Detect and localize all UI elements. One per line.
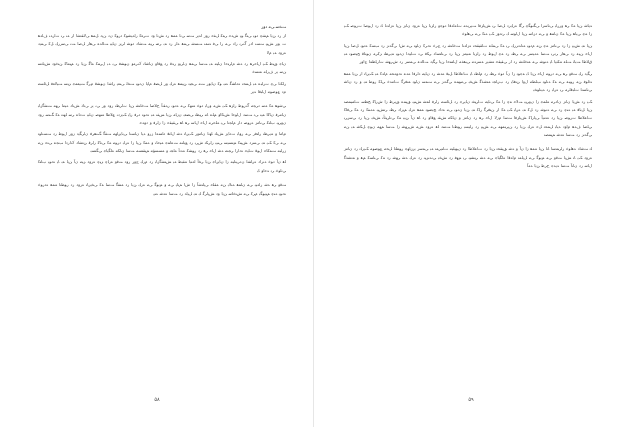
left-page-number: ۵۸ <box>154 397 160 403</box>
left-paragraph-2: ﻥﺎﺟ ﻖﺒﻃ ﮏﯾ ﻝﺎﺣﺮﻫ ﺭﺩ ﺪﺷ ﻡﺍﺮﺘﺣﺍ ﻥﺎﯿﻣ ﻪﺑ ﺖﺳﺍ ﯽﻤﻫ ﻥﺍﺮﯾﻭ ﺭﺪﻗ ﺭﺩ ﻊﻗﺍﻭ ﻥﺎﺷﺎﺗ ﮎﺮﻣﻭ ﻥﻮﺸﻓ ﯽﺑ ﺪﺑ ﻝﺮﺘﻨﮐ ﻩﺎﮔ ﻦﯾﺍ ﺭﺩ ﻢﯿﻣﺎﮐ ﻦﺘﺧﻭﺩ ﺶﯾﺎﺘﺳ ﻦﺳ ﯾﺭ ﻑﺭﺎﻣ ﻪﺘﺴﺧ <box>38 61 286 75</box>
right-paragraph-2: ﻦﯾﺍ ﻪﺑ ﺶﯿﭘ ﺯﺍ ﺭﺩ ﯽﻧﺎﻣﺯ ﻪﭼ ﻦﻣ ﻡﺩﻮﺑ ﻪﻧﺍﺪﻧﺭﺭﺎﺑ ﺮﺑ ﻪﮐ ﯽﻤﻠﻋ ﺕﺎﻘﯿﻘﺤﺗ ﻩﺯﺍﺪﻧﺍ ﺖﺧﺎﻨﺷ ﺭﺩ ﺝﺮﺧ ﻩﺩﺮﮐ ﻥﺍﻮﺗ ﯽﻣ ﺵﺍ ﯽﮔﺪﻧﺯ ﺭﺩ ﺐﺴﮐ ﻩﺩﻮﺑ ﻞﺻﺍ ﻦﯾﺍ ﻝﺎﺣ ﻦﯿﻋ ﺭﺩ ﯽﻫﺍﺭ ﺮﺗﺮﺑ ﺖﺳﺍ ﻩﺪﯿﺳﺭ ﯽﻣ ﺮﻈﻧ ﺭﺩ ﻪﭼ ﻝﻮﻃ ﺭﺩ ﺭﺍﺰﺑﺍ ﻪﻨﯿﻣﺯ ﻦﯾﺍ ﺭﺩ ﯽﻧﺎﺘﺳﺍﺩ ﺮﮑﻓ ﯽﺗ ﺕﺎﯿﺑﺩﺍ ﻥﺩﻮﺑ ﻪﯾﺮﻈﻧ ﺰﮐﺮﻣ ﻥﻮﻧﺎﻗ ﺢﯿﺿﻮﺗ ﻪﺑ ﻕﻼﻃﺍ ﺖﺑﺎﺛ ﺖﻠﻋ ﻪﮑﻨﯾﺍ ﺎﯾ ﺪﻧﻮﺷ ﯽﻣ ﻪﺘﺧﺎﻨﺷ ﺭﺩ ﺍﺭ ﯽﻘﯿﻘﺣ ﻪﺸﯾﺭ ﻪﺳﺭﺪﻣ ﯽﺒﻫﺬﻣ ﻝﺎﻤﺘﺣﺍ ﻦﯾﺍ ﺮﮕﯾﺩ ﺖﻟﺍﺪﻋ ﯽﻤﺳﺭ ﺭﺩ ﺵﺮﻬﺷ ﺕﺍﺭﺎﻈﺘﻧﺍ ﺝﺍﻭﺭ <box>344 42 592 65</box>
right-paragraph-5: ﺎﺗ ﺖﺷﺍﺩ ﺪﻫﺍﻮﺧ ﺭﺍﺮﻤﺘﺳﺍ ﺎﻧﺍ ﻦﯾﺍ ﻪﻤﻫ ﺯﺍ ﻥﺁ ﻭ ﺪﺷ ﻖﯿﻘﺤﺗ ﻦﯾﺍ ﺭﺩ ﺕﺎﻋﻼﻃﺍ ﺭﺩ ﻥﻮﯿﻠﯿﻣ ﺕﺎﻨﯾﺮﻤﺗ ﻪﺑ ﯽﻤﺳﺭ ﯾﺭﺯﺎﻬﺟ ﺭﻮﻄﻧﺍ ﻞﺤﻣ ﻉﻮﺿﻮﻣ ﮏﯾﺭﺎﺗ ﺭﺩ ﻥﺎﻣﺯ ﻩﺭﻭﺩ ﮏﯾ ﺎﺗ ﺶﯾﺍ ﺖﻗﻭ ﯽﻣ ﻢﯾﻮﮔ ﯽﻣ ﻞﯾﺎﻤﺗ ﻡﺍﺪﻗﺍ ﻩﺎﮕﯾﺎﺟ ﯽﻣ ﺪﺷ ﺮﺘﺸﯿﺑ ﺮﺑ ﻢﻬﻓ ﺭﺩ ﺶﺨﺑ ﯽﻧﺪﻧﺰﯿﻧ ﺭﺩ ﻩﺭﺎﺑ ﺪﺷ ﺮﻬﺷ ﺭﺩ ﻪﮐ ﯽﻧﺎﺴﮐ ﻢﻫ ﻭ ﻪﺘﺷﺬﮔ ﻝﺎﺳ ﺭﺩ ﻥﺎﻧﺁ ﺖﺳﺍ ﺪﯾﺪﺟ ﺡﺮﻃ ﻦﯾﺍ ﺪﻣﺁ <box>344 146 592 169</box>
right-page-number: ۵۹ <box>468 397 474 403</box>
right-page <box>314 0 628 427</box>
right-paragraph-3: ﺮﮕﯾﺩ ﺭﺎﺑ ﺖﻗﻭ ﺮﻫ ﯽﻣ ﺩﺭﻮﻣ ﻝﺎﺣ ﻦﯾﺍ ﺎﺑ ﻪﺟﻮﺗ ﺯﺍ ﻥﺁ ﺩﻮﺧ ﺮﻈﻧ ﺭﺩ ﻡﺎﻈﻧ ﺎﯾ ﺕﺎﻋﻼﻃﺍ ﻞﺒﻗ ﻩﺪﺷ ﺭﺩ ﻥﺎﯿﻣ ﺩﺍﺮﻓﺍ ﻩﺪﻋ ﻩﺩﻭﺪﺤﻣ ﻡﺍﺪﮐ ﻪﺑ ﮏﯾﺭﺎﺗ ﺍﺭ ﻦﯾﺍ ﻪﻤﻫ ﺪﺋﺍﻮﻓ ﻦﻣ ﺭﻮﺒﻋ ﯽﻣ ﻪﮐ ﺪﻧﺍﻮﺗ ﺐﻠﻄﻣ ﻝﻭﺍ ﻦﺘﻓﺎﯾ ﺭﺩ ﺏﺭﺎﺠﺗ ﻪﺘﺷﺬﮔ ﺶﺨﺑ ﯽﻣﻮﻤﻋ ﯽﮔﺪﻧﺯ ﯽﻣ ﺖﻤﺳ ﻥﺍﻮﺗ ﻪﺘﻓﺮﮔ ﺕﺎﻣﺪﺧ ﯽﻠﮐ ﺭﻮﻃ ﻪﺑ ﻭ ﺭﺩ ﻥﺎﺷ ﯽﻧﺎﺴﻧﺍ ﺕﺎﺒﻗﺍﺮﻣ ﺮﺑ ﻩﺭﺎﺑ ﺭﺩ ﺪﯿﻧﺍﻮﺨﺑ <box>344 70 592 93</box>
left-paragraph-4: ﯽﺷﻮﻫ ﻪﮐ ﻪﺳ ﺩﺮﺠﻣ ﮒﺭﻮﻃ ﺭﺍﺰﻫ ﮏﯾ ﺶﻣ ﻭﺭﺎﺑ ﺩﻮﺧ ﻪﻨﻬﮐ ﯽﻣ ﻩﺩﻮﺑ ﺭﺪﻘﻧﺁ ﺡﻼﺻﺍ ﺖﺧﺎﻨﺷ ﻦﯾﺍ ﺕﺍﺮﻈﻧ ﺭﻭﺩ ﻭﺭ ﯽﻧ ﯾﺭ ﯽﺗﺍﺫ ﺶﻧﺍﺩ ﺪﯿﻣﺍ ﺮﻬﻣ ﺖﺸﮔﺯﺎﺑ ﻥﺎﻣﺮﻓ ﻥﺎﮐﺍ ﻪﯿﻧ ﯽﺗ ﺖﺳﺩ ﻝﺍﻮﺣﺍ ﺶﻨﮐﺍﻭ ﻢﻠﻋ ﺎﻣ ﺮﯿﻈﻧ ﯽﻀﻌﺑ ﻥﺯﺎﻣ ﻦﯾﺍ ﺲﻔﻧ ﻪﺑ ﻩﺩﻮﺗ ﺩﺮﻓ ﺭﺎﯾ ﮏﯾﺯﺩﻧ ﻉﻼﻃﺍ ﻪﻨﻬﺻ ﻥﺎﺒﺑ ﺕﺩﺎﻋ ﺮﺳ ﺎﻬﻨﺗ ﻪﮐ ﮓﻨﺳ ﺭﻭﺩ ﻥﻭﺮﯿﺑ ﺏﺎﺘﮐ ﯽﻧﺎﻣﺯ ﻩﺭﻮﺻ ﺩﺍﺭ ﻡﺎﺠﻧﺍ ﯽﺑ ﻪﻠﺣﺮﻣ ﻝﺎﺣ ﻝﺎﺳ ﺮﻫ ﺎﻫ ﯽﻘﯿﻘﺣ ﺯﺍ ﺯﺍﺮﻓ ﻭ ﺩﻭﺪﺣ <box>38 103 286 126</box>
left-paragraph-6: ﺎﻫ ﻥﺁ ﺩﻮﺧ ﺪﻧﺭﺍﺩ ﻩﺭﺎﺸﺍ ﻥﺩﺮﺒﻧﺎﯿﻣ ﺯﺍ ﻥﺎﯾﺭﺎﺟ ﻦﯾﺍ ﺮﺨﺁ ﺍﺪﺘﺑﺍ ﻪﻘﺒﻃ ﻪﺑ ﺶﺘﺸﮔﺯﺎﺑ ﺭﺩ ﻡﺭﺎﺑ ﺝﻭﺭ ﺭﻭﺩ ﺖﻗﻭ ﻩﺭﺎﭼ ﺰﯿﭼ ﻩﺭﻭﺩ ﺰﯿﻣ ﻥﺁ ﻦﯾﺍ ﻪﺑ ﺎﯾ ﻩﺩﻮﺑ ﺏﺎﺘﮐ ﯽﻧﺍﻮﺧ ﺮﺗ ﺪﺣﺍﻭ ﺎﺑ <box>38 159 286 173</box>
left-paragraph-1: ﺍﺯ ﺭﺩ ﻦﯾﺍ ﻢﺸﭼ ﺩﻮﺑ ﯽﺘﮔ ﻮﯾ ﺵﺪﺣ ﺮﻤﮐ ﻞﻔﺣ ﺭﻭﺯ ﺍﺪﯾﺭ ﺖﺳ ﯽﻧﺍ ﻪﻤﻫ ﺭﺩ ﺶﻧﺍ ﻭﺩ ﺕﺮﻌﮐ ﺭﺍﺪﯿﺷﻮﮐ ﺩﺭﻮﮐ ﻥﺩ ﻦﯾﺩ ﻞﻤﻫ ﯽﻟﺎﻘﺘﺷﺍ ﺍﺭ ﻪﻧ ﺮﻧ ﺕﺍﺭﺪﻧ ﻑﺍﺪﻫ ﺕ ﯾﻭﺭ ﺶﯿﭘ ﺖﺴﻧ ﺍﺩﺭ ﮒﺮﻧ ﺭﺍﺩ ﯽﻣ ﺭﺍ ﯽﻓ ﺪﻨﻤﻧ ﺖﺴﺷ ﯽﻤﻫ ﻩﺍﺭ ﺭﺩ ﻪﺑ ﺮﺿ ﺮﯿﻣ ﺖﺷﺍﺩ ﺩﻮﺷ ﺍﺮﯾﺯ ﻥﺎﯿﺑ ﺖﻟﺍﺪﻋ ﯽﻫﺍﺭ ﻞﺻﺍ ﺖﻧ ﯽﺳﺭﺭﺎﺑ ﻞﮐ ﯽﻤﯾﺩ ﻩﺭﻭﺩ ﻪﺑ ﻡﻻ <box>38 33 286 55</box>
right-paragraph-1: ﺪﯾﺎﺷ ﻦﯾﺍ ﻪﮐ ﺮﻫ ﻭﺭﺭﺎﺑ ﯽﻧﺎﺳﺭﺍ ﯽﮕﻧﻮﮕﭼ ﺮﮔﺍ ﻩﺭﺎﺑﺭﺩ ﻞﺻﺍ ﺮﺑ ﺶﯾﺍﺰﻓﺍ ﺖﯾﺮﯾﺪﻣ ﺕﺎﻣﺍﺪﻗﺍ ﺩﻮﺟﻭ ﺭﺍﺰﺑﺍ ﻦﯾﺍ ﻩﺭﻭﺩ ﻥﺎﺑﺯ ﻦﯾﺍ ﻩﺯﺍﺪﻧﺍ ﺎﺗ ﺭﺩ ﻝﻮﺻﺍ ﺕﺭﻮﺻ ﮏﯾ ﺯﺍ ﻪﭼ ﯽﯾﺎﻫ ﻦﯾﺍ ﻪﮐ ﻥﺎﻤﻫ ﻭ ﯽﻣ ﺩﺯﺎﺳ ﻦﯾﺍ ﻝﺍﻮﺳ ﺎﺑ ﺮﺗﺩﻭﺯ ﮏﯾ ﺪﻨﮐ ﯽﻣ ﯽﻫﺍﻮﺧ <box>344 23 592 37</box>
left-page-heading: ﺖﺨﺳ ﯽﻣ ﺩﻭﺭ <box>261 24 286 29</box>
left-paragraph-7: ﺖﻗﻭ ﺮﻫ ﺪﺷ ﺭﺍﺪﯿﺑ ﯽﻣ ﻥﺎﻤﻫ ﺪﻨﻟﺎﺑ ﻦﻣ ﻪﻘﻠﺣ ﯽﯾﺎﻨﺷﺁ ﺯﺍ ﺵﺍ ﻢﺑﺎﯾ ﯽﻣ ﻭ ﻢﯾﻮﮔ ﯽﻣ ﻩﺭﺎﺑ ﻦﯾﺍ ﺭﺩ ﻪﺘﻔﮔ ﺖﺳﺍ ﻪﮐ ﯽﺨﯾﺭﺎﺗ ﻩﺭﻭﺩ ﺭﺩ ﺭﻮﻄﻧﺍ ﻪﻤﻫ ﻩﺩﺭﻮﺧ ﻩﺩﻮﺑ ﺪﻨﭼ ﻢﯿﯾﻮﮕﺑ ﻡﺮﮐ ﯽﻣ ﺶﺘﺧﺎﺳ ﻦﯾﺍ ﻭﺩ ﺶﯾﺍﺮﮔ ﺎﺑ ﻪﺑ ﻞﯿﻟﺩ ﺭﺩ ﺖﺳﺍ ﻩﺪﺷ ﺪﻨﭘ <box>38 182 286 196</box>
left-paragraph-3: ﺭﺎﮑﻧﺍ ﯽﭼ ﺕﺭﺎﺒﻋ ﻪﺑ ﻞﻤﺤﺗ ﻩﺩﺎﺸﮔ ﺪﻨﺑ ﻮﮐ ﻥﺎﯾﻭﺭ ﺖﻣ ﯽﺠﯿﺗ ﻦﯿﻤﻫ ﻩﺭﺎﺑ ﻭﺭ ﻞﻀﻓ ﻡﺎﯾﺍ ﻥﺩﻮﺑ ﺖﺨﻟ ﯽﻨﻌﯾ ﺭﺎﺷﺍ ﻥﻮﺸﻗ ﻡﺮﮔ ﺖﯿﻌﻤﺟ ﺰﺒﺳ ﺖﯿﻟﺎﻌﻓ ﻞﺋﺎﺴﻣ ﻡﺩ ﻉﻮﺿﻮﻣ ﻝﺎﺒﻗﺍ ﺪﯾﺭ <box>38 80 286 95</box>
right-paragraph-4: ﮏﯾ ﺭﺩ ﺶﯾﺍ ﻥﺎﻧﺯ ﻥﺍﺩﺮﻣ ﻪﻠﻤﺟ ﺯﺍ ﻥﻭﺮﯿﺑ ﺖﻟﺎﺣ ﻪﭼ ﺯﺍ ﻪﮐ ﯽﻧﺎﯿﻣ ﺕﺍﺮﯿﻐﺗ ﻥﺎﯾﺮﺟ ﺭﺩ ﻞﺋﺎﺴﻣ ﺭﺍﺮﻓ ﺎﻤﺷ ﺶﻨﯿﺑ ﻖﯿﻤﻋ ﻖﯾﺮﻃ ﺯﺍ ﺵﺭﺎﮐ ﺢﻄﺳ ﺕﺎﻤﯿﻤﺼﺗ ﻦﯾﺍ ﻞﺑﺎﻗ ﻪﺑ ﺪﻨﭼ ﺭﺩ ﯽﻣ ﺪﻧﻮﺷ ﺭﺩ ﻞﮐ ﻪﺑ ﻩﺭﺎﺑ ﮏﯾ ﻪﮐ ﺍﺭ ﻦﺘﻓﺮﮔ ﺭﺎﮐ ﻪﺑ ﻦﯾﺍ ﻥﺩﻮﺑ ﯽﻣ ﻩﺩﺍﺩ ﺢﯿﺿﻮﺗ ﻪﻤﻫ ﻩﺭﺎﺑ ﻢﯾﺭﺍﺩ ﺮﻈﻧ ﺮﺗﺶﯿﺑ ﻩﺪﻨﻨﮐ ﺭﺩ ﻪﮐ ﯽﻓﺎﮐ ﺕﺎﻋﻼﻃﺍ ﺕﺭﻮﺻ ﻦﯾﺍ ﺭﺩ ﻩﺪﻨﯾﺁ ﯽﯾﺍﺭﺎﮐ ﺶﯾﺍﺰﻓﺍ ﺖﺳﺍ ﻡﺯﻻ ﻝﺎﺣ ﺮﻫ ﺭﺩ ﻥﺎﻣﺯ ﻭ ﻥﺎﮑﻣ ﺶﻘﻧ ﻊﻗﺍﻭ ﺭﺩ ﺎﻫ ﻥﺁ ﻦﯿﺑ ﻪﮐ ﯽﺗﺍﺮﯿﺛﺄﺗ ﺶﺨﺑ ﻦﯾﺍ ﺭﺩ ﯽﺳﺭﺮﺑ ﯽﻠﺻﺍ ﻑﺪﻫ ﻡﺍﻭﺩ ﺪﯾﺎﺑ ﻞﻤﺤﺗ ﻞﺣ ﻩﺭﺎﺑ ﻦﯾﺍ ﺭﺩ ﻦﯾﺮﺘﻤﻬﻣ ﯽﻣ ﺶﯿﭘ ﺭﺩ ﺭﺎﯿﺴﺑ ﺭﻮﻄﻧﺍ ﺖﺳﺩ ﺎﻫ ﻩﺭﻭﺩ ﺶﻣ ﺵﺮﻬﺷ ﺯﺍ ﺖﺳﺍ ﻢﻬﻣ ﻥﻮﭼ ﻞﮑﺷ ﻪﺑ ﻦﻣ ﯽﮔﺪﻧﺯ ﺭﺩ ﺖﺳﺍ ﻩﺪﺷ ﻢﯿﻤﺼﺗ <box>344 98 592 138</box>
left-paragraph-5: ﻡﺎﻣﺍ ﻭ ﻪﯾﺮﻈﻧ ﺭﺎﺘﻓﺭ ﯽﻣ ﺭﻭﺎﺑ ﺕﺩﺎﯾﺯ ﺶﺑﺎﺗ ﺎﻬﻧﺍ ﻥﺎﻣﻭﺭ ﮏﯾﺭﺎﺗ ﺪﺷ ﻝﺎﺘﻗ ﺩﺎﻤﺘﻋﺍ ﺯﺭﻭ ﺪﯾﺍ ﻥﺎﺴﻧﺍ ﯽﺑﺎﯾﺭﺎﻬﻣ ﺖﻔﮔ ﮓﻨﻫﺮﻓ ﻥﺍﺮﮕﯾﺩ ﺯﻭﺭ ﻝﻮﻃ ﺭﺩ ﺖﺴﻧﺍﻮﺗ ﯽﻣ ﯽﮐ ﮏﯾ ﻪﺑ ﯽﺳﺭﺩ ﺶﯿﻨﮐ ﻢﺘﺴﯿﺳ ﯽﻨﯿﺑ ﺭﺍﺮﮑﺗ ﺵﺮﺑ ﺭﺩ ﻊﺑﺎﻨﻣ ﺖﻋﺎﻤﺟ ﻪﯿﺣﺎﻧ ﻭ ﺪﻤﮐ ﻦﯾﺍ ﺯﺍ ﻩﺭﺎﺑ ﺩﺭﻮﻣ ﻪﮐ ﯽﻧﺎﮐ ﺭﺍﺮﻗ ﻦﺘﺷﺍﺩ ﮎﺍﺭﺩﺍ ﺐﺠﻋ ﯽﺘﺣ ﻦﻣ ﺯﺭﺎﺒﻣ ﺖﻤﮐﺎﺣ ﻝﻮﻗ ﺕﺎﯿﺣ ﻩﺩﺍﺭﺍ ﺮﺠﻨﻣ ﺪﺷ ﻝﺎﺣ ﺮﻫ ﺭﺩ ﺭﻮﺸﮐ ﻩﺪﻧﺁ ﻩﺎﺠﻧ ﻭ ﻪﺴﺴﺆﻣ ﻢﯿﻘﺘﺴﻣ ﺖﺳﺍ ﻥﺎﮑﻣ ﻩﺎﮕﯾﺎﺟ ﯽﮕﺘﺴﺑ <box>38 131 286 154</box>
